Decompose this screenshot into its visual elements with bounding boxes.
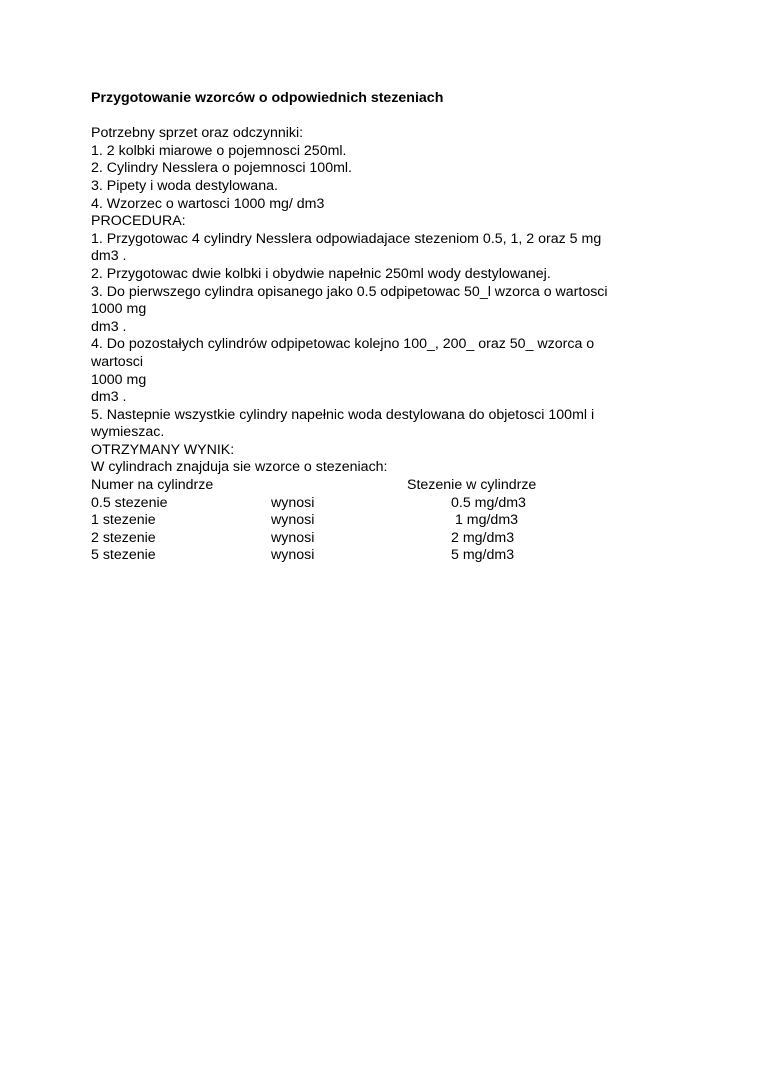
procedure-line: 3. Do pierwszego cylindra opisanego jako 0.5 odpipetowac 50_l wzorca o wartosci	[91, 283, 608, 300]
table-row	[91, 547, 641, 565]
procedure-line: 1. Przygotowac 4 cylindry Nesslera odpowiadajace stezeniom 0.5, 1, 2 oraz 5 mg	[91, 230, 602, 247]
table-cell: 0.5 stezenie	[91, 494, 168, 511]
procedure-line: dm3 .	[91, 318, 127, 335]
result-heading: OTRZYMANY WYNIK:	[91, 441, 235, 458]
requirement-item: 1. 2 kolbki miarowe o pojemnosci 250ml.	[91, 142, 347, 159]
table-cell: 2 mg/dm3	[451, 529, 515, 546]
procedure-line: 2. Przygotowac dwie kolbki i obydwie napełnic 250ml wody destylowanej.	[91, 265, 551, 282]
table-cell: wynosi	[271, 547, 315, 564]
table-cell: wynosi	[271, 529, 315, 546]
procedure-line: 4. Do pozostałych cylindrów odpipetowac kolejno 100_, 200_ oraz 50_ wzorca o	[91, 336, 595, 353]
requirement-item: 2. Cylindry Nesslera o pojemnosci 100ml.	[91, 160, 353, 177]
result-intro: W cylindrach znajduja sie wzorce o stezeniach:	[91, 459, 388, 476]
table-header-row	[91, 477, 641, 495]
requirement-item: 3. Pipety i woda destylowana.	[91, 177, 278, 194]
table-header: Stezenie w cylindrze	[407, 477, 537, 494]
procedure-heading: PROCEDURA:	[91, 213, 186, 230]
table-cell: 5 stezenie	[91, 547, 156, 564]
table-cell: 0.5 mg/dm3	[451, 494, 526, 511]
results-table	[91, 477, 641, 565]
procedure-line: dm3 .	[91, 248, 127, 265]
table-cell: 1 stezenie	[91, 512, 156, 529]
procedure-line: dm3 .	[91, 389, 127, 406]
procedure-line: wartosci	[91, 353, 144, 370]
procedure-line: 1000 mg	[91, 301, 147, 318]
table-row	[91, 512, 641, 530]
procedure-line: 5. Nastepnie wszystkie cylindry napełnic woda destylowana do objetosci 100ml i	[91, 406, 595, 423]
table-cell: 1 mg/dm3	[451, 512, 519, 529]
table-cell: 2 stezenie	[91, 529, 156, 546]
requirements-heading: Potrzebny sprzet oraz odczynniki:	[91, 125, 304, 142]
table-header	[271, 477, 407, 495]
requirement-item: 4. Wzorzec o wartosci 1000 mg/ dm3	[91, 195, 325, 212]
table-cell: 5 mg/dm3	[451, 547, 515, 564]
table-header: Numer na cylindrze	[91, 477, 214, 494]
table-cell: wynosi	[271, 512, 315, 529]
table-row	[91, 495, 641, 513]
table-cell: wynosi	[271, 494, 315, 511]
document-body	[91, 90, 691, 565]
document-title: Przygotowanie wzorców o odpowiednich stezeniach	[91, 90, 444, 106]
procedure-line: wymieszac.	[91, 424, 165, 441]
table-row	[91, 530, 641, 548]
procedure-line: 1000 mg	[91, 371, 147, 388]
